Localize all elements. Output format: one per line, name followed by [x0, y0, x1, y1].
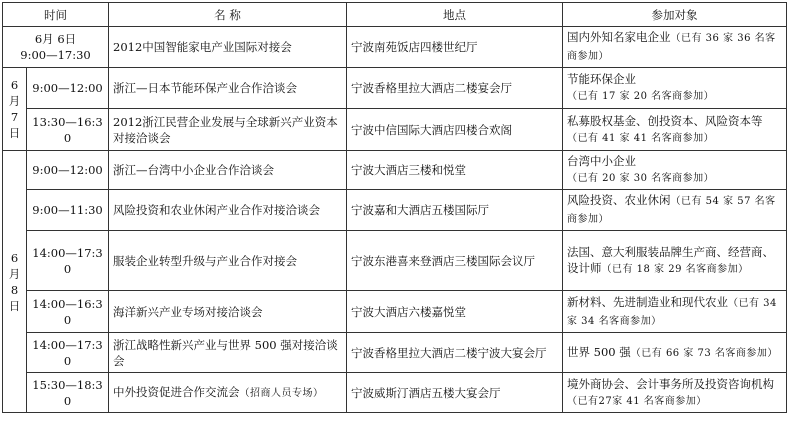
participants-note: （已有 54 家 57 名客商参加） [567, 196, 776, 225]
event-name-note: （招商人员专场） [239, 387, 324, 399]
participants-text: 境外商协会、会计事务所及投资咨询机构 [567, 376, 774, 391]
table-row [3, 333, 787, 373]
time-cell: 13:30—16:30 [27, 109, 109, 151]
participants-note: （已有 18 家 29 名客商参加） [601, 263, 749, 275]
participants-note: （已有 36 家 36 名客商参加） [567, 33, 776, 62]
table-row [3, 231, 787, 291]
participants-note: （已有 34 家 34 名客商参加） [567, 297, 777, 327]
participants-note: （已有 41 家 41 名客商参加） [567, 132, 715, 144]
header-time: 时间 [3, 3, 109, 27]
time-cell: 14:00—17:30 [27, 231, 109, 291]
event-location: 宁波大酒店三楼和悦堂 [347, 151, 563, 190]
table-row [3, 27, 787, 68]
event-name-cell [109, 373, 347, 413]
event-location: 宁波香格里拉大酒店二楼宁波大宴会厅 [347, 333, 563, 373]
event-name: 服装企业转型升级与产业合作对接会 [109, 231, 347, 291]
event-name: 风险投资和农业休闲产业合作对接洽谈会 [109, 190, 347, 231]
table-row [3, 109, 787, 151]
time-cell: 14:00—16:30 [27, 291, 109, 333]
event-name: 2012中国智能家电产业国际对接会 [109, 27, 347, 68]
participants-text: 法国、意大利服装品牌生产商、经营商、设计师 [567, 244, 774, 275]
header-row [3, 3, 787, 27]
participants-note: （已有 66 家 73 名客商参加） [630, 347, 778, 359]
header-name: 名 称 [109, 3, 347, 27]
participants-cell [563, 333, 787, 373]
event-location: 宁波威斯汀酒店五楼大宴会厅 [347, 373, 563, 413]
table-row [3, 373, 787, 413]
header-location: 地点 [347, 3, 563, 27]
participants-note: （已有 20 家 30 名客商参加） [567, 173, 715, 184]
event-name: 2012浙江民营企业发展与全球新兴产业资本对接洽谈会 [109, 109, 347, 151]
event-location: 宁波东港喜来登酒店三楼国际会议厅 [347, 231, 563, 291]
event-name: 浙江战略性新兴产业与世界 500 强对接洽谈会 [109, 333, 347, 373]
event-location: 宁波中信国际大酒店四楼合欢阁 [347, 109, 563, 151]
time-cell: 9:00—12:00 [27, 68, 109, 109]
header-participants: 参加对象 [563, 3, 787, 27]
date-text: 6月 6日 [34, 32, 77, 46]
participants-cell [563, 190, 787, 231]
table-row [3, 291, 787, 333]
event-location: 宁波嘉和大酒店五楼国际厅 [347, 190, 563, 231]
event-location: 宁波香格里拉大酒店二楼宴会厅 [347, 68, 563, 109]
participants-cell [563, 109, 787, 151]
event-name: 浙江—日本节能环保产业合作洽谈会 [109, 68, 347, 109]
table-row [3, 151, 787, 190]
participants-cell [563, 68, 787, 109]
time-cell [3, 27, 109, 68]
day-label: 6月7日 [8, 78, 21, 140]
day-label: 6月8日 [8, 250, 21, 313]
participants-cell [563, 231, 787, 291]
table-row [3, 190, 787, 231]
time-cell: 14:00—17:30 [27, 333, 109, 373]
participants-cell [563, 373, 787, 413]
table-row [3, 68, 787, 109]
schedule-table [2, 2, 787, 413]
participants-text: 节能环保企业 [567, 72, 636, 86]
event-name: 中外投资促进合作交流会 [113, 384, 240, 399]
day-label-cell [3, 68, 27, 151]
event-location: 宁波大酒店六楼嘉悦堂 [347, 291, 563, 333]
participants-text: 台湾中小企业 [567, 154, 636, 168]
participants-note: （已有27家 41 名客商参加） [567, 395, 707, 407]
participants-text: 风险投资、农业休闲 [567, 193, 671, 207]
participants-cell [563, 291, 787, 333]
participants-text: 新材料、先进制造业和现代农业 [567, 294, 728, 309]
day-label-cell [3, 151, 27, 413]
hours-text: 9:00—17:30 [20, 48, 91, 62]
event-name: 浙江—台湾中小企业合作洽谈会 [109, 151, 347, 190]
participants-text: 国内外知名家电企业 [567, 30, 671, 44]
participants-text: 世界 500 强 [567, 344, 631, 359]
participants-note: （已有 17 家 20 名客商参加） [567, 91, 715, 102]
event-location: 宁波南苑饭店四楼世纪厅 [347, 27, 563, 68]
time-cell: 9:00—11:30 [27, 190, 109, 231]
participants-text: 私募股权基金、创投资本、风险资本等 [567, 113, 763, 128]
time-cell: 15:30—18:30 [27, 373, 109, 413]
participants-cell [563, 27, 787, 68]
event-name: 海洋新兴产业专场对接洽谈会 [109, 291, 347, 333]
time-cell: 9:00—12:00 [27, 151, 109, 190]
participants-cell [563, 151, 787, 190]
